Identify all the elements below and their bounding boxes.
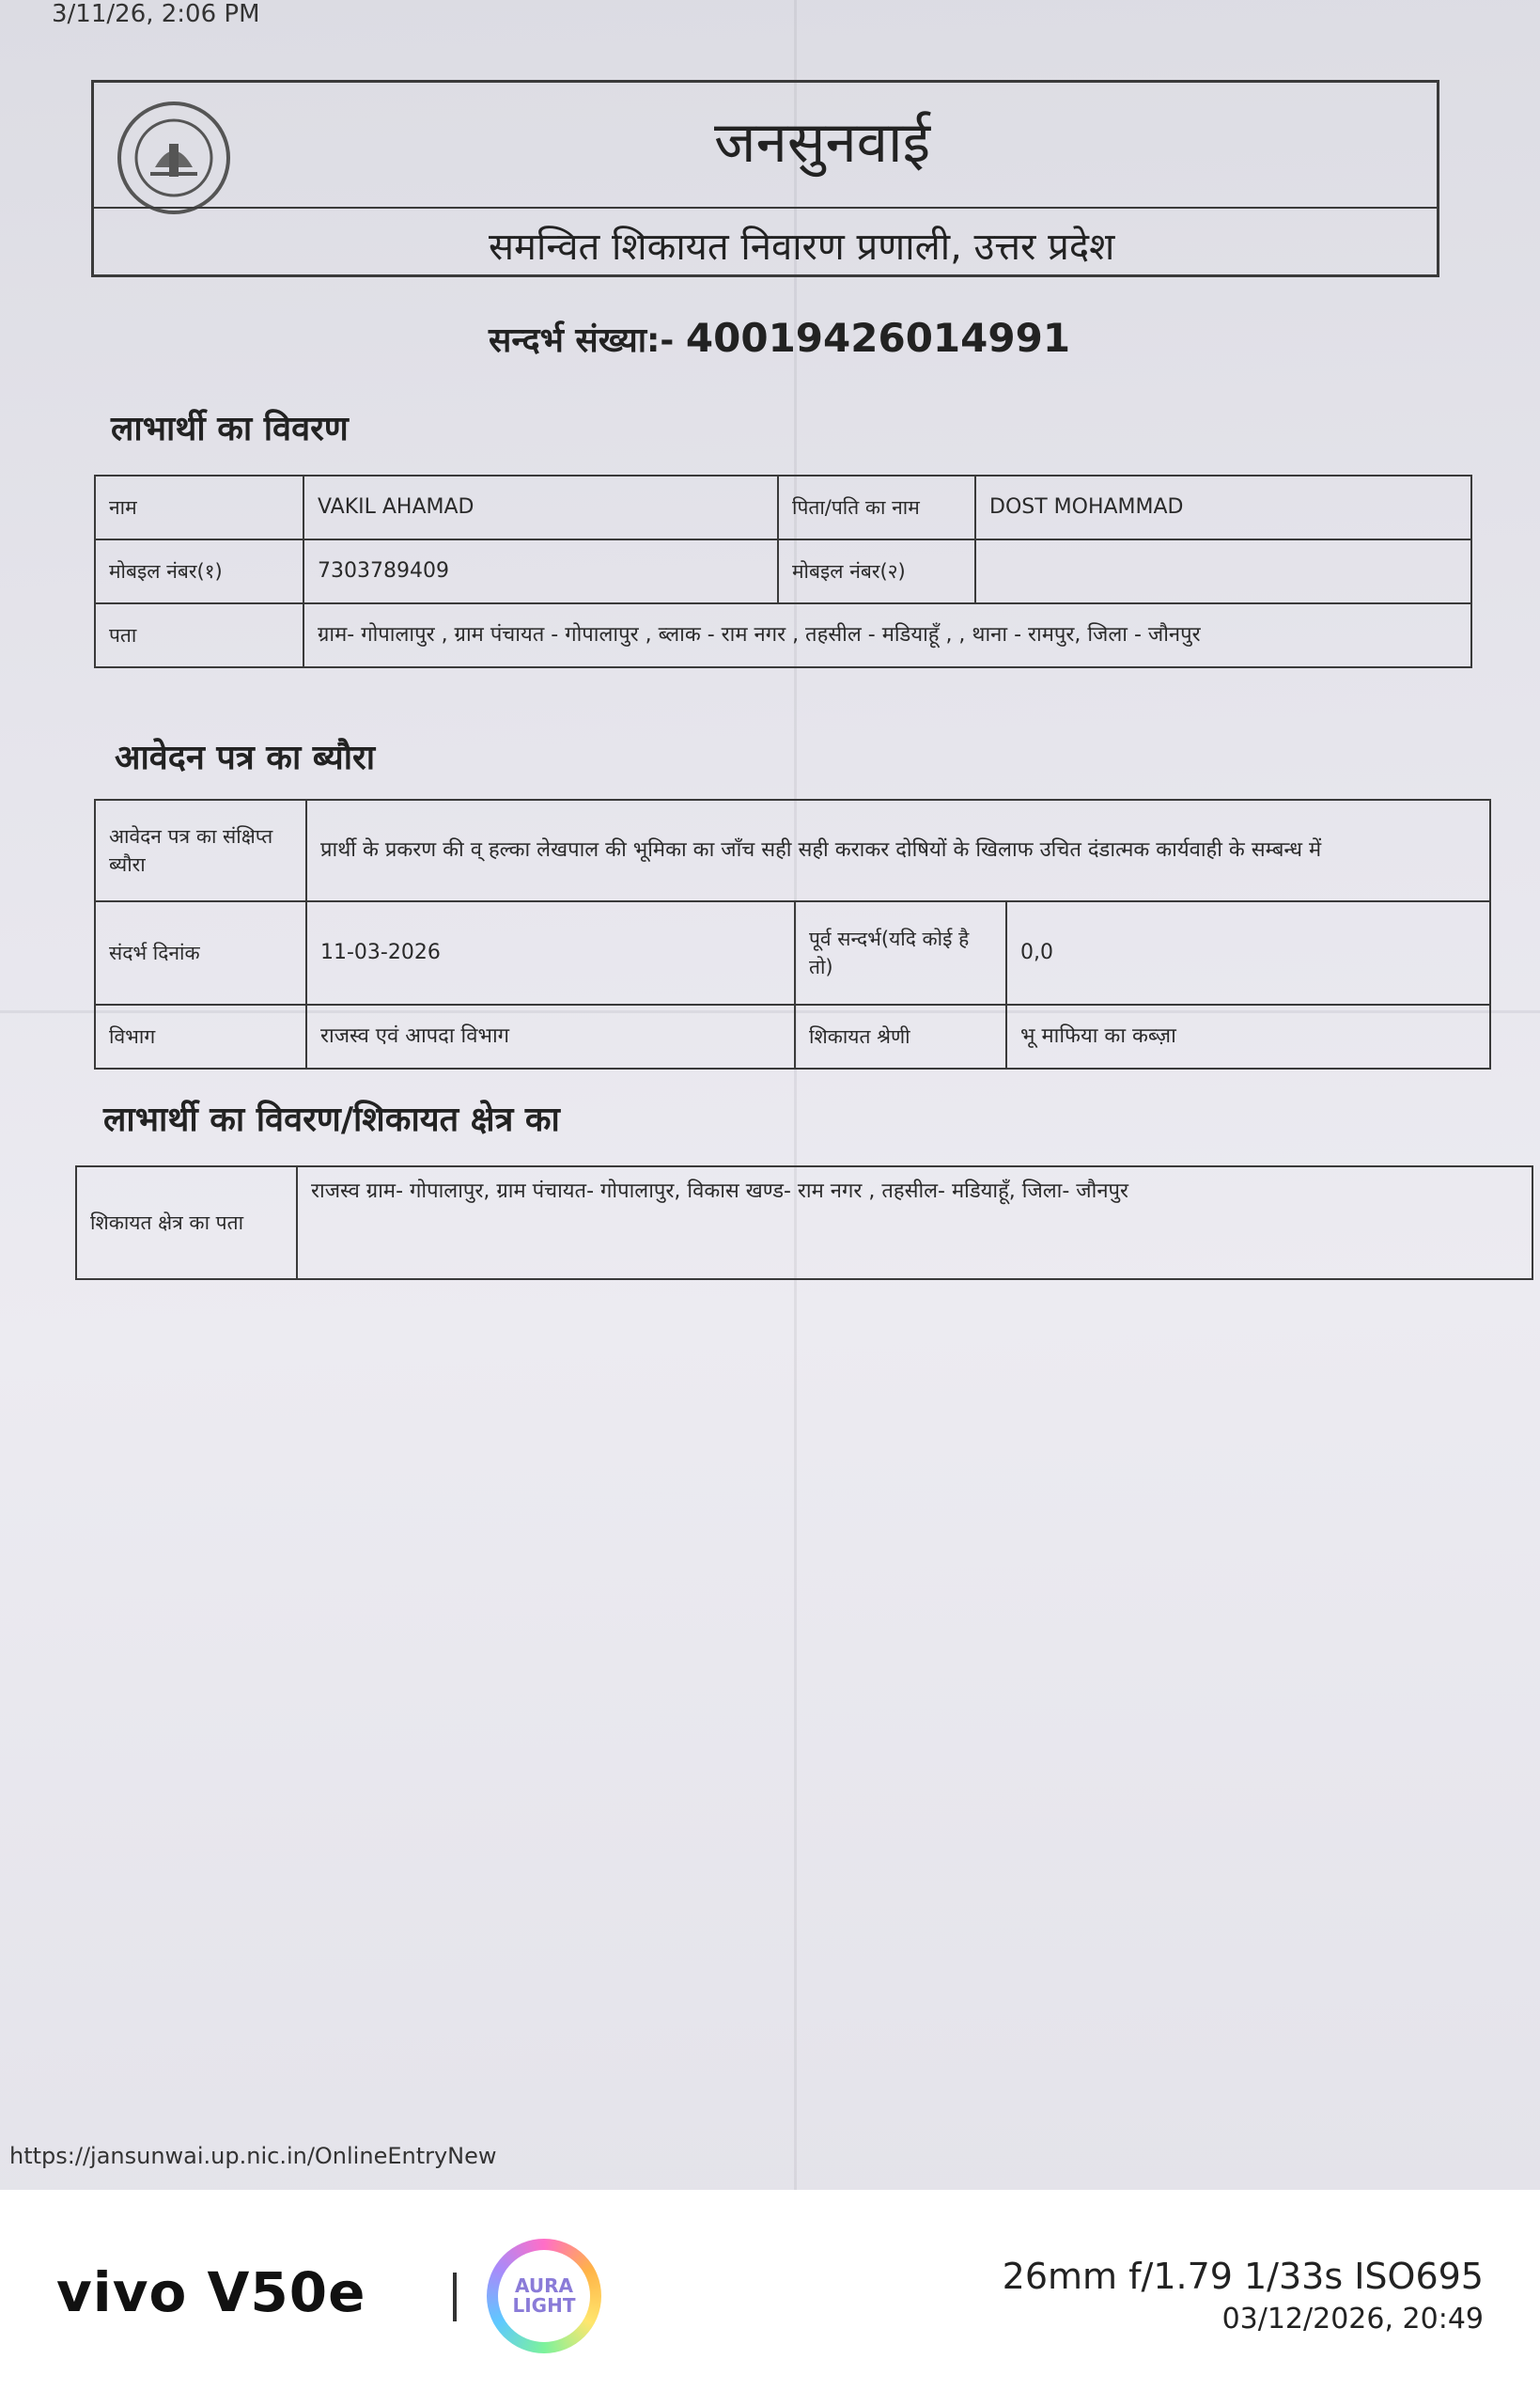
name-label: नाम <box>95 476 303 539</box>
camera-settings: 26mm f/1.79 1/33s ISO695 <box>1002 2256 1484 2297</box>
header-title: जनसुनवाई <box>714 110 931 176</box>
address-value: ग्राम- गोपालापुर , ग्राम पंचायत - गोपालापुर , ब्लाक - राम नगर , तहसील - मडियाहूँ , , थाना - रामपुर, जिला - जौनपुर <box>303 603 1471 667</box>
header-box <box>91 80 1439 277</box>
aura-light-logo <box>487 2239 601 2353</box>
table-row <box>95 1005 1490 1069</box>
aura-line2: LIGHT <box>512 2294 576 2317</box>
mobile2-value <box>975 539 1471 603</box>
category-label: शिकायत श्रेणी <box>795 1005 1006 1069</box>
prev-ref-label: पूर्व सन्दर्भ(यदि कोई है तो) <box>795 901 1006 1005</box>
address-label: पता <box>95 603 303 667</box>
camera-brand: vivo V50e <box>56 2260 366 2324</box>
table-row <box>95 476 1471 539</box>
table-row <box>95 800 1490 901</box>
complaint-area-section-title: लाभार्थी का विवरण/शिकायत क्षेत्र का <box>103 1101 560 1139</box>
prev-ref-value: 0,0 <box>1006 901 1490 1005</box>
header-divider <box>94 207 1437 209</box>
name-value: VAKIL AHAMAD <box>303 476 778 539</box>
mobile2-label: मोबइल नंबर(२) <box>778 539 975 603</box>
reference-number <box>489 315 1070 362</box>
footer-url: https://jansunwai.up.nic.in/OnlineEntryNew <box>9 2143 497 2169</box>
up-emblem-icon <box>117 102 230 214</box>
brand-separator <box>453 2273 457 2321</box>
complaint-area-table <box>75 1165 1533 1280</box>
mobile1-label: मोबइल नंबर(१) <box>95 539 303 603</box>
table-row <box>95 603 1471 667</box>
date-value: 11-03-2026 <box>306 901 795 1005</box>
complaint-address-label: शिकायत क्षेत्र का पता <box>76 1166 297 1279</box>
application-table <box>94 799 1491 1070</box>
print-timestamp: 3/11/26, 2:06 PM <box>52 0 260 28</box>
father-value: DOST MOHAMMAD <box>975 476 1471 539</box>
mobile1-value: 7303789409 <box>303 539 778 603</box>
beneficiary-section-title: लाभार्थी का विवरण <box>111 410 349 448</box>
department-label: विभाग <box>95 1005 306 1069</box>
category-value: भू माफिया का कब्ज़ा <box>1006 1005 1490 1069</box>
table-row <box>95 539 1471 603</box>
reference-label: सन्दर्भ संख्या:- <box>489 321 675 360</box>
complaint-address-value: राजस्व ग्राम- गोपालापुर, ग्राम पंचायत- गोपालापुर, विकास खण्ड- राम नगर , तहसील- मडियाहूँ, जिला- जौनपुर <box>297 1166 1532 1279</box>
date-label: संदर्भ दिनांक <box>95 901 306 1005</box>
table-row <box>95 901 1490 1005</box>
father-label: पिता/पति का नाम <box>778 476 975 539</box>
beneficiary-table <box>94 475 1472 668</box>
header-subtitle: समन्वित शिकायत निवारण प्रणाली, उत्तर प्रदेश <box>489 226 1115 269</box>
aura-line1: AURA <box>515 2274 573 2297</box>
department-value: राजस्व एवं आपदा विभाग <box>306 1005 795 1069</box>
summary-label: आवेदन पत्र का संक्षिप्त ब्यौरा <box>95 800 306 901</box>
table-row <box>76 1166 1532 1279</box>
application-section-title: आवेदन पत्र का ब्यौरा <box>115 739 376 777</box>
photo-datetime: 03/12/2026, 20:49 <box>1221 2303 1484 2336</box>
reference-value: 40019426014991 <box>685 315 1071 361</box>
summary-value: प्रार्थी के प्रकरण की व् हल्का लेखपाल की भूमिका का जाँच सही सही कराकर दोषियों के खिलाफ उचित दंडात्मक कार्यवाही के सम्बन्ध में <box>306 800 1490 901</box>
